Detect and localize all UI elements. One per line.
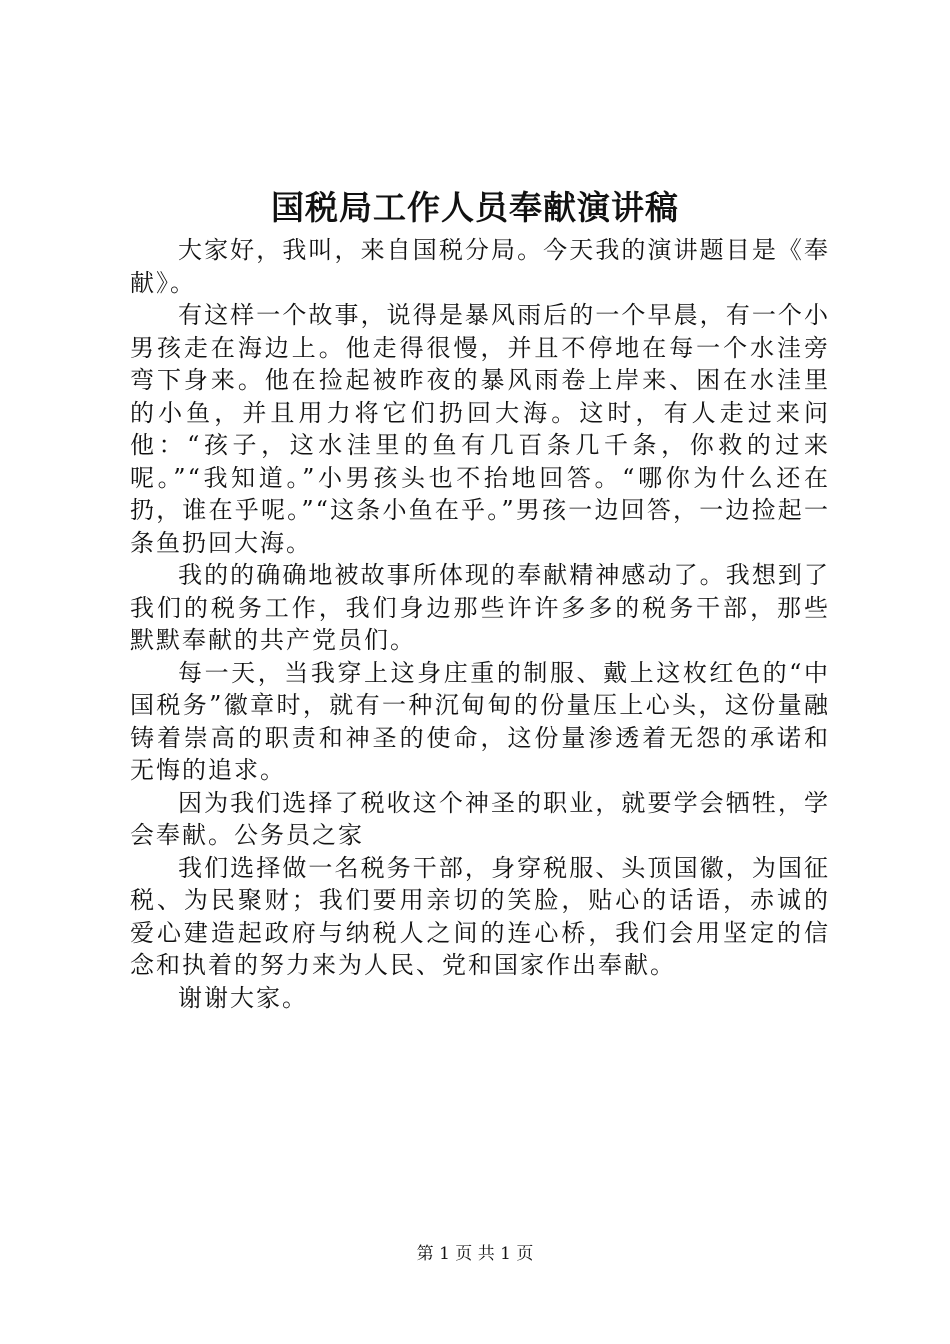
paragraph-story: 有这样一个故事，说得是暴风雨后的一个早晨，有一个小男孩走在海边上。他走得很慢，并且不停地在每一个水洼旁弯下身来。他在捡起被昨夜的暴风雨卷上岸来、困在水洼里的小鱼，并且用力将它们扔回大海。这时，有人走过来问他：“孩子，这水洼里的鱼有几百条几千条，你救的过来呢。”“我知道。”小男孩头也不抬地回答。“哪你为什么还在扔，谁在乎呢。”“这条小鱼在乎。”男孩一边回答，一边捡起一条鱼扔回大海。: [130, 301, 830, 557]
paragraph-thanks: 谢谢大家。: [178, 983, 308, 1012]
document-body: [130, 234, 830, 1014]
paragraph-choice: 因为我们选择了税收这个神圣的职业，就要学会牺牲，学会奉献。公务员之家: [130, 788, 830, 849]
paragraph-uniform: 每一天，当我穿上这身庄重的制服、戴上这枚红色的“中国税务”徽章时，就有一种沉甸甸的份量压上心头，这份量融铸着崇高的职责和神圣的使命，这份量渗透着无怨的承诺和无悔的追求。: [130, 658, 830, 784]
document-title: 国税局工作人员奉献演讲稿: [271, 188, 679, 227]
paragraph-greeting: 大家好，我叫，来自国税分局。今天我的演讲题目是《奉献》。: [130, 236, 830, 297]
paragraph-reflection: 我的的确确地被故事所体现的奉献精神感动了。我想到了我们的税务工作，我们身边那些许许多多的税务干部，那些默默奉献的共产党员们。: [130, 561, 830, 654]
page-footer: 第 1 页 共 1 页: [416, 1244, 534, 1264]
paragraph-commitment: 我们选择做一名税务干部，身穿税服、头顶国徽，为国征税、为民聚财；我们要用亲切的笑脸，贴心的话语，赤诚的爱心建造起政府与纳税人之间的连心桥，我们会用坚定的信念和执着的努力来为人民、党和国家作出奉献。: [130, 853, 830, 979]
